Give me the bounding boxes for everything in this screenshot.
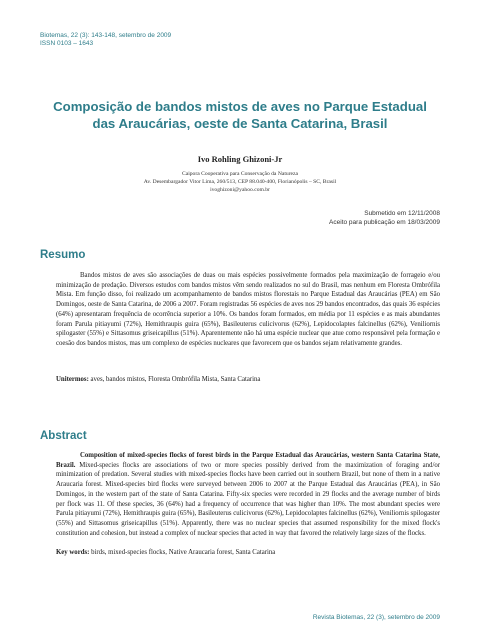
page-footer: Revista Biotemas, 22 (3), setembro de 2009 xyxy=(312,614,440,621)
keywords-label: Key words: xyxy=(56,549,90,556)
abstract-body-text: Mixed-species flocks are associations of two or more species possibly derived from the maximization of foraging and/or minimization of predation. Several studies with mixed-species flocks have been carried out in southern Brazil, but none of them in a native Araucaria forest. Mixed-species bird flocks were surveyed between 2006 to 2007 at the Parque Estadual das Araucárias (PEA), in São Domingos, in the western part of the state of Santa Catarina. Fifty-six species were recorded in 29 flocks and the average number of birds per flock was 11. Of these species, 36 (64%) had a frequency of occurrence that was higher than 10%. The most abundant species were Parula pitiayumi (72%), Hemithraupis guira (65%), Basileuterus culicivorus (62%), Lepidocolaptes falcinellus (62%), Veniliornis spilogaster (55%) and Sittasomus griseicapillus (51%). Apparently, there was no nuclear species that assumed responsibility for the mixed flock's constitution and cohesion, but instead a complex of nuclear species that acted in way that favored the relatively large sizes of the flocks. xyxy=(56,461,440,537)
keywords-text: birds, mixed-species flocks, Native Araucaria forest, Santa Catarina xyxy=(89,549,276,556)
journal-citation: Biotemas, 22 (3): 143-148, setembro de 2009 xyxy=(40,32,172,39)
issn: ISSN 0103 – 1643 xyxy=(40,40,94,47)
unitermos-label: Unitermos: xyxy=(56,376,89,383)
abstract-text xyxy=(56,451,440,538)
resumo-heading: Resumo xyxy=(40,249,86,261)
abstract-heading: Abstract xyxy=(40,430,87,442)
unitermos-text: aves, bandos mistos, Floresta Ombrófila Mista, Santa Catarina xyxy=(88,376,261,383)
keywords xyxy=(56,548,440,558)
article-title: Composição de bandos mistos de aves no Parque Estadual das Araucárias, oeste de Santa Catarina, Brasil xyxy=(53,99,427,131)
affiliation-address: Av. Desembargador Vitor Lima, 260/513, CEP 88.040-400, Florianópolis – SC, Brasil xyxy=(143,179,337,185)
submitted-date: Submetido em 12/11/2008 xyxy=(364,210,440,217)
abstract-english-title: Composition of mixed-species flocks of forest birds in the Parque Estadual das Araucárias, western Santa Catarina State, Brazil. xyxy=(56,452,440,469)
accepted-date: Aceito para publicação em 18/03/2009 xyxy=(329,219,440,226)
author-name: Ivo Rohling Ghizoni-Jr xyxy=(197,154,283,164)
affiliation-institution: Caipora Cooperativa para Conservação da Natureza xyxy=(181,171,299,177)
unitermos xyxy=(56,375,440,385)
resumo-text: Bandos mistos de aves são associações de duas ou mais espécies possivelmente formados pela maximização de forrageio e/ou minimização de predação. Diversos estudos com bandos mistos vêm sendo realizados no sul do Brasil, mas nenhum em Floresta Ombrófila Mista. Em função disso, foi realizado um acompanhamento de bandos mistos florestais no Parque Estadual das Araucárias (PEA) em São Domingos, oeste de Santa Catarina, de 2006 a 2007. Foram registradas 56 espécies de aves nos 29 bandos encontrados, das quais 36 espécies (64%) apresentaram frequência de ocorrência superior a 10%. Os bandos foram formados, em média por 11 espécies e as mais abundantes foram Parula pitiayumi (72%), Hemithraupis guira (65%), Basileuterus culicivorus (62%), Lepidocolaptes falcinellus (62%), Veniliornis spilogaster (55%) e Sittasomus griseicapillus (51%). Aparentemente não há uma espécie nuclear que atue como responsável pela formação e coesão dos bandos mistos, mas um complexo de espécies nucleares que favorecem que os bandos sejam relativamente grandes. xyxy=(56,272,440,347)
author-email: ivoghizoni@yahoo.com.br xyxy=(210,187,270,193)
